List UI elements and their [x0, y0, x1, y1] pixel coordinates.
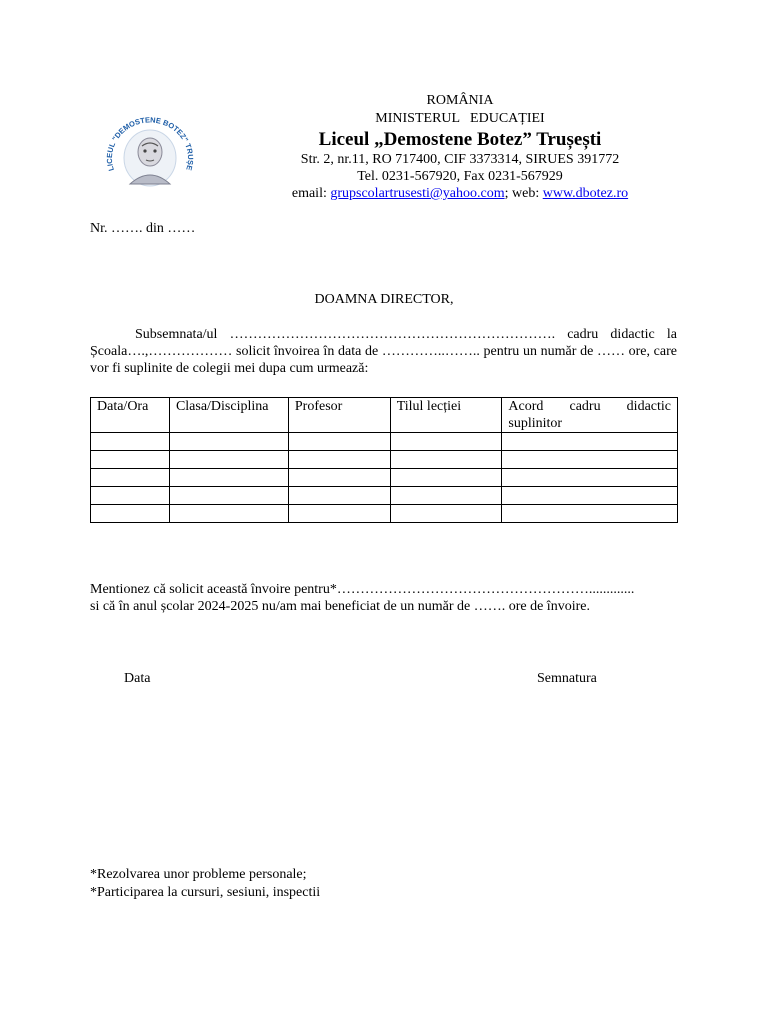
web-link[interactable]: www.dbotez.ro	[542, 186, 629, 201]
table-cell[interactable]	[390, 487, 502, 505]
table-cell[interactable]	[390, 505, 502, 523]
table-cell[interactable]	[91, 469, 170, 487]
reference-number-line: Nr. ……. din ……	[90, 221, 196, 236]
table-cell[interactable]	[169, 433, 288, 451]
table-cell[interactable]	[502, 487, 678, 505]
table-cell[interactable]	[169, 505, 288, 523]
request-paragraph: Subsemnata/ul ……………………………………………………………. cadru didactic la Școala….,……………… solicit învoirea în data de …………..…….. pentru un număr de …… ore, care vor fi suplinite de colegii mei dupa cum urmează:	[90, 327, 677, 376]
table-cell[interactable]	[91, 433, 170, 451]
table-row	[91, 469, 678, 487]
ministry-line	[240, 111, 680, 127]
table-cell[interactable]	[502, 451, 678, 469]
table-row	[91, 451, 678, 469]
country-line: ROMÂNIA	[426, 93, 494, 108]
table-row	[91, 505, 678, 523]
header-substitute-agreement: Acord cadru didactic suplinitor	[502, 398, 678, 433]
replacement-table	[90, 397, 678, 523]
school-logo	[100, 110, 200, 196]
table-cell[interactable]	[169, 469, 288, 487]
addressee-heading: DOAMNA DIRECTOR,	[314, 292, 454, 307]
table-cell[interactable]	[91, 487, 170, 505]
header-lesson-title: Tilul lecției	[390, 398, 502, 433]
table-cell[interactable]	[91, 451, 170, 469]
table-cell[interactable]	[390, 469, 502, 487]
web-prefix: ; web:	[504, 186, 543, 201]
table-row	[91, 433, 678, 451]
table-cell[interactable]	[288, 433, 390, 451]
table-cell[interactable]	[390, 451, 502, 469]
header-class-discipline: Clasa/Disciplina	[169, 398, 288, 433]
table-header-row	[91, 398, 678, 433]
svg-text:LICEUL "DEMOSTENE BOTEZ" TRUȘE: LICEUL "DEMOSTENE BOTEZ" TRUȘE	[104, 115, 196, 173]
header-date-time: Data/Ora	[91, 398, 170, 433]
header-teacher: Profesor	[288, 398, 390, 433]
school-name: Liceul „Demostene Botez” Trușești	[318, 129, 602, 150]
footnote-2: *Participarea la cursuri, sesiuni, inspectii	[90, 885, 321, 900]
table-cell[interactable]	[288, 505, 390, 523]
ministry-text: MINISTERUL EDUCAȚIEI	[375, 111, 545, 126]
table-cell[interactable]	[390, 433, 502, 451]
table-row	[91, 487, 678, 505]
mention-line-2: si că în anul școlar 2024-2025 nu/am mai beneficiat de un număr de ……. ore de învoire.	[90, 599, 590, 614]
table-cell[interactable]	[91, 505, 170, 523]
address-line: Str. 2, nr.11, RO 717400, CIF 3373314, SIRUES 391772	[300, 152, 620, 167]
table-cell[interactable]	[502, 469, 678, 487]
mention-line-1: Mentionez că solicit această învoire pentru*……………………………………………….............	[90, 582, 635, 597]
table-cell[interactable]	[288, 451, 390, 469]
date-label: Data	[124, 671, 151, 686]
table-cell[interactable]	[288, 487, 390, 505]
contact-line	[240, 186, 680, 202]
footnote-1: *Rezolvarea unor probleme personale;	[90, 867, 307, 882]
table-cell[interactable]	[169, 451, 288, 469]
signature-label: Semnatura	[537, 671, 597, 686]
table-cell[interactable]	[502, 433, 678, 451]
email-prefix: email:	[291, 186, 331, 201]
table-cell[interactable]	[169, 487, 288, 505]
phone-line: Tel. 0231-567920, Fax 0231-567929	[357, 169, 563, 184]
table-cell[interactable]	[288, 469, 390, 487]
school-logo-seal	[100, 110, 200, 196]
table-cell[interactable]	[502, 505, 678, 523]
email-link[interactable]: grupscolartrusesti@yahoo.com	[330, 186, 505, 201]
